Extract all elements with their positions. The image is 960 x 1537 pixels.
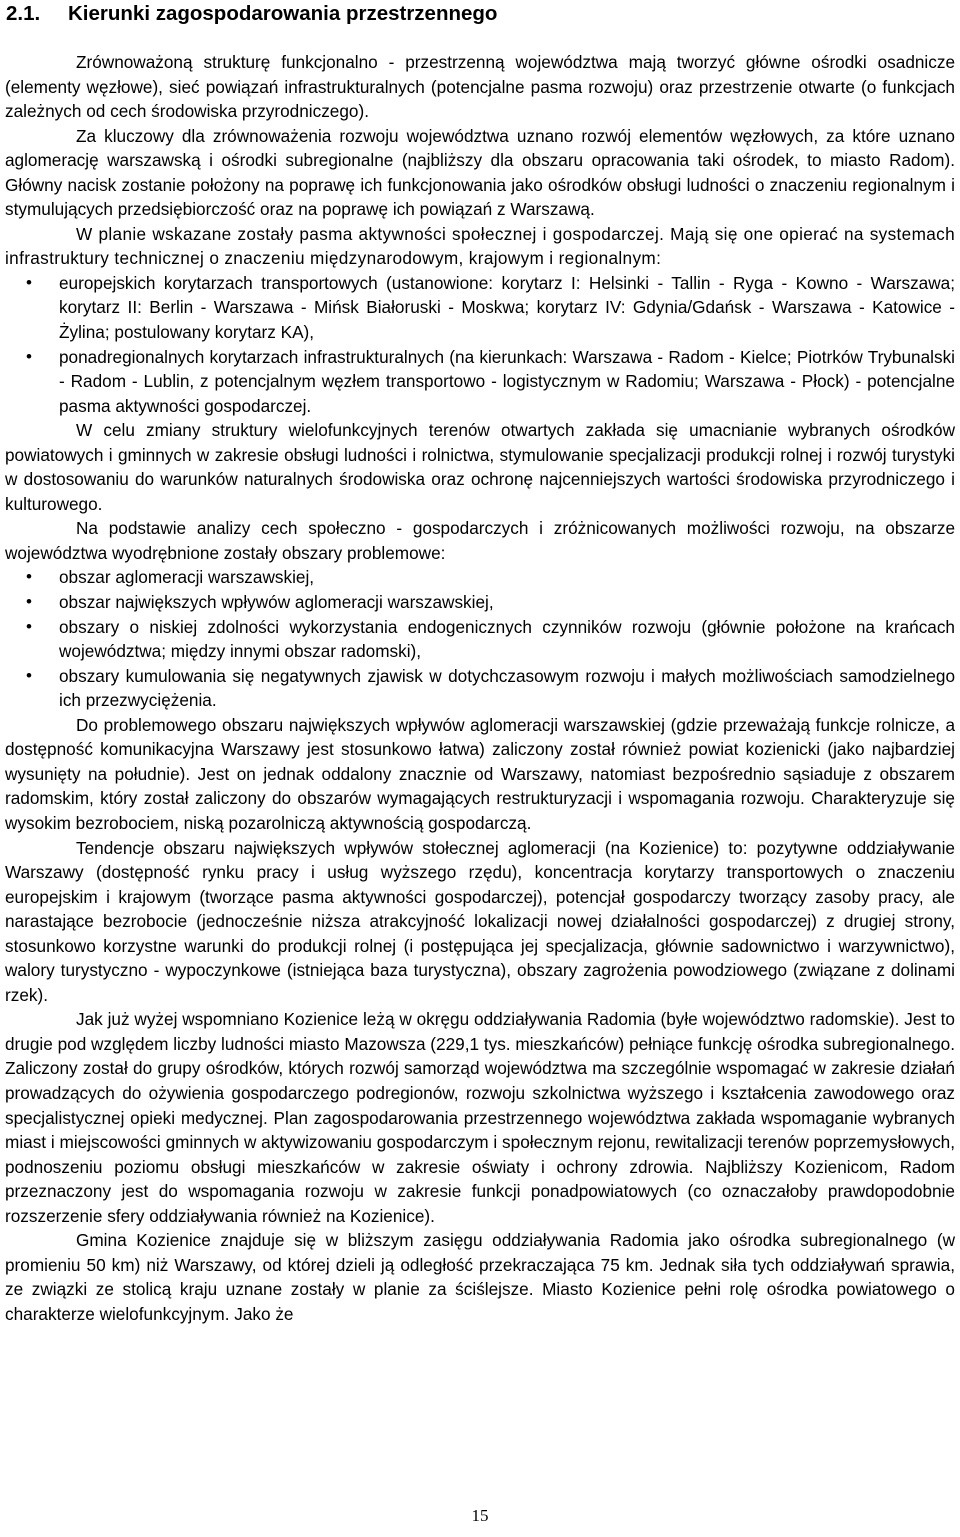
- list-item: [5, 345, 955, 419]
- paragraph: Gmina Kozienice znajduje się w bliższym zasięgu oddziaływania Radomia jako ośrodka subregionalnego (w promieniu 50 km) niż Warszawy, od której dzieli ją odległość przekraczająca 75 km. Jednak siła tych oddziaływań sprawia, ze związki ze stolicą kraju uznane zostały w planie za ściślejsze. Miasto Kozienice pełni rolę ośrodka powiatowego o charakterze wielofunkcyjnym. Jako że: [5, 1230, 955, 1324]
- paragraph: W planie wskazane zostały pasma aktywności społecznej i gospodarczej. Mają się one opierać na systemach infrastruktury technicznej o znaczeniu międzynarodowym, krajowym i regionalnym:: [5, 223, 955, 269]
- corridor-list: [5, 271, 955, 418]
- bullet-icon: •: [26, 665, 32, 685]
- list-item: [5, 565, 955, 590]
- list-item-text: ponadregionalnych korytarzach infrastrukturalnych (na kierunkach: Warszawa - Radom - Kielce; Piotrków Trybunalski - Radom - Lublin, z potencjalnym węzłem transportowo - logistycznym w Radomiu; Warszawa - Płock) - potencjalne pasma aktywności gospodarczej.: [59, 346, 955, 416]
- paragraph: W celu zmiany struktury wielofunkcyjnych terenów otwartych zakłada się umacnianie wybranych ośrodków powiatowych i gminnych w zakresie obsługi ludności i rolnictwa, stymulowanie specjalizacji produkcji rolnej i rozwój turystyki w dostosowaniu do warunków naturalnych środowiska oraz ochronę najcenniejszych wartości środowiska przyrodniczego i kulturowego.: [5, 420, 955, 514]
- bullet-icon: •: [26, 592, 32, 612]
- list-item-text: obszary kumulowania się negatywnych zjawisk w dotychczasowym rozwoju i małych możliwościach samodzielnego ich przezwyciężenia.: [59, 665, 955, 711]
- list-item-text: obszary o niskiej zdolności wykorzystania endogenicznych czynników rozwoju (głównie położone na krańcach województwa; między innymi obszar radomski),: [59, 616, 955, 662]
- bullet-icon: •: [26, 272, 32, 292]
- list-item-text: obszar największych wpływów aglomeracji warszawskiej,: [59, 592, 494, 613]
- bullet-icon: •: [26, 567, 32, 587]
- bullet-icon: •: [26, 616, 32, 636]
- list-item: [5, 664, 955, 713]
- list-item: [5, 590, 955, 615]
- section-title: Kierunki zagospodarowania przestrzennego: [68, 2, 498, 25]
- document-body: [5, 50, 955, 1326]
- paragraph: Jak już wyżej wspomniano Kozienice leżą w okręgu oddziaływania Radomia (byłe województwo radomskie). Jest to drugie pod względem liczby ludności miasto Mazowsza (229,1 tys. mieszkańców) pełniące funkcję ośrodka subregionalnego. Zaliczony został do grupy ośrodków, których rozwój samorząd województwa ma szczególnie wspomagać w zakresie działań prowadzących do ożywienia gospodarczego podregionów, rozwoju szkolnictwa wyższego i kształcenia zawodowego oraz specjalistycznej opieki medycznej. Plan zagospodarowania przestrzennego województwa zakłada wspomaganie wybranych miast i miejscowości gminnych w aktywizowaniu gospodarczym i społecznym rejonu, rewitalizacji terenów poprzemysłowych, podnoszeniu poziomu obsługi mieszkańców w zakresie oświaty i ochrony zdrowia. Najbliższy Kozienicom, Radom przeznaczony jest do wspomagania rozwoju w zakresie funkcji ponadpowiatowych (co oznaczałoby prawdopodobnie rozszerzenie sfery oddziaływania również na Kozienice).: [5, 1009, 955, 1226]
- list-item: [5, 615, 955, 664]
- list-item-text: europejskich korytarzach transportowych (ustanowione: korytarz I: Helsinki - Tallin - Ryga - Kowno - Warszawa; korytarz II: Berlin - Warszawa - Mińsk Białoruski - Moskwa; korytarz IV: Gdynia/Gdańsk - Warszawa - Katowice - Żylina; postulowany korytarz KA),: [59, 272, 955, 343]
- paragraph: Zrównoważoną strukturę funkcjonalno - przestrzenną województwa mają tworzyć główne ośrodki osadnicze (elementy węzłowe), sieć powiązań infrastrukturalnych (potencjalne pasma rozwoju) oraz przestrzenie otwarte (o funkcjach zależnych od cech środowiska przyrodniczego).: [5, 52, 955, 122]
- list-item: [5, 271, 955, 345]
- paragraph: Za kluczowy dla zrównoważenia rozwoju województwa uznano rozwój elementów węzłowych, za które uznano aglomerację warszawską i ośrodki subregionalne (najbliższy dla obszaru opracowania taki ośrodek, to miasto Radom). Główny nacisk zostanie położony na poprawę ich funkcjonowania jako ośrodków obsługi ludności o znaczeniu regionalnym i stymulujących przedsiębiorczość oraz na poprawę ich powiązań z Warszawą.: [5, 125, 955, 220]
- problem-areas-list: [5, 565, 955, 712]
- page-number: 15: [471, 1506, 489, 1525]
- bullet-icon: •: [26, 346, 32, 366]
- section-heading: [6, 1, 497, 27]
- section-number: 2.1.: [6, 2, 41, 25]
- paragraph: Tendencje obszaru największych wpływów stołecznej aglomeracji (na Kozienice) to: pozytywne oddziaływanie Warszawy (dostępność rynku pracy i usług wyższego rzędu), koncentracja korytarzy transportowych o znaczeniu europejskim i krajowym (tworzące pasma aktywności gospodarczej), potencjał gospodarczy tworzący zasoby pracy, ale narastające bezrobocie (jednocześnie niższa atrakcyjność lokalizacji nowej działalności gospodarczej) z drugiej strony, stosunkowo korzystne warunki do produkcji rolnej (i postępująca jej specjalizacja, głównie sadownictwo i warzywnictwo), walory turystyczno - wypoczynkowe (istniejąca baza turystyczna), obszary zagrożenia powodziowego (związane z dolinami rzek).: [5, 837, 955, 1005]
- paragraph: Do problemowego obszaru największych wpływów aglomeracji warszawskiej (gdzie przeważają funkcje rolnicze, a dostępność komunikacyjna Warszawy jest stosunkowo łatwa) zaliczony został również powiat kozienicki (jako najbardziej wysunięty na południe). Jest on jednak oddalony znacznie od Warszawy, natomiast bezpośrednio sąsiaduje z obszarem radomskim, który został zaliczony do obszarów wymagających restrukturyzacji i wspomagania rozwoju. Charakteryzuje się wysokim bezrobociem, niską pozarolniczą aktywnością gospodarczą.: [5, 714, 955, 833]
- list-item-text: obszar aglomeracji warszawskiej,: [59, 567, 315, 588]
- paragraph: Na podstawie analizy cech społeczno - gospodarczych i zróżnicowanych możliwości rozwoju, na obszarze województwa wyodrębnione zostały obszary problemowe:: [5, 518, 955, 563]
